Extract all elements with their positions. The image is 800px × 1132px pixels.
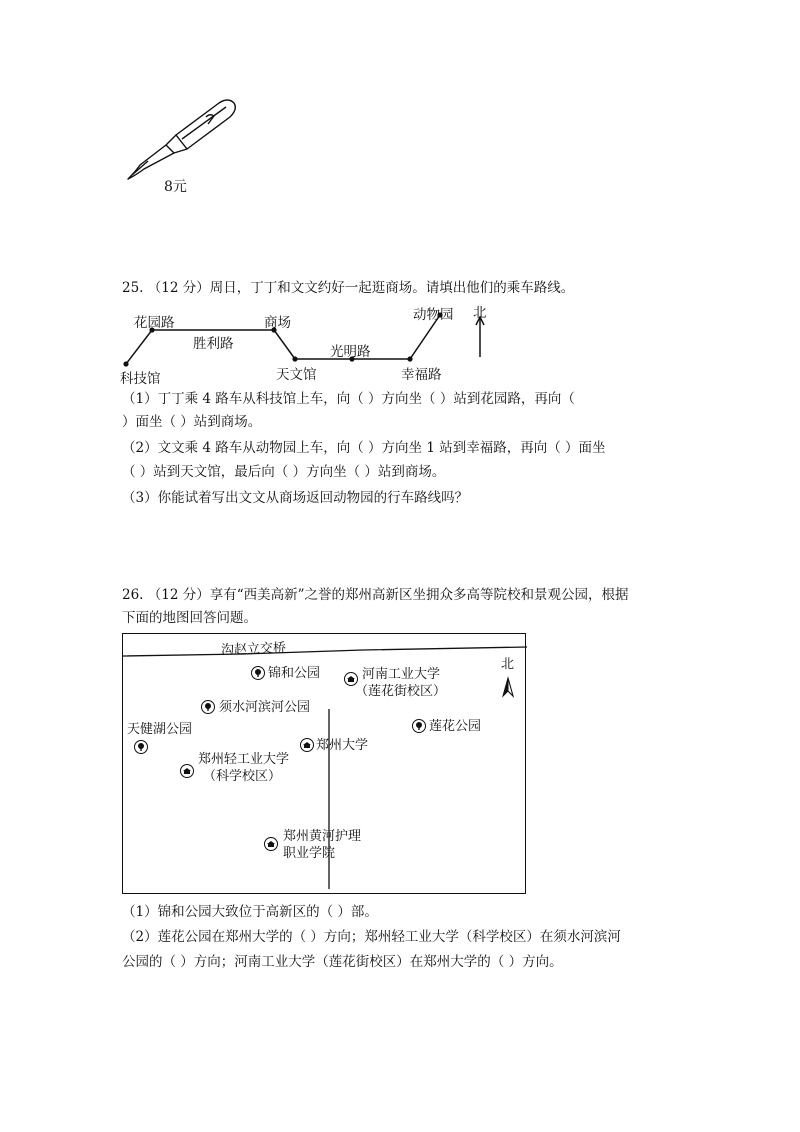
park-icon — [412, 719, 426, 733]
q26-line-1: （1）锦和公园大致位于高新区的（ ）部。 — [122, 904, 378, 920]
fountain-pen-icon — [118, 95, 243, 185]
university-icon — [264, 837, 278, 851]
q25-line-2: ）面坐（ ）站到商场。 — [122, 414, 262, 430]
park-icon — [251, 666, 265, 680]
q26-header-2: 下面的地图回答问题。 — [122, 610, 257, 626]
map-north-label: 北 — [501, 657, 515, 672]
pen-illustration — [118, 95, 243, 185]
place-henan-1: 河南工业大学 — [362, 667, 441, 682]
place-tianjian: 天健湖公园 — [127, 722, 193, 737]
university-icon — [180, 764, 194, 778]
place-xushui: 须水河滨河公园 — [219, 700, 311, 715]
q25-header: 25. （12 分）周日，丁丁和文文约好一起逛商场。请填出他们的乘车路线。 — [122, 280, 575, 296]
place-qinggong-2: （科学校区） — [203, 769, 282, 784]
q26-line-2: （2）莲花公园在郑州大学的（ ）方向；郑州轻工业大学（科学校区）在须水河滨河 — [122, 929, 621, 945]
q25-line-5: （3）你能试着写出文文从商场返回动物园的行车路线吗？ — [122, 490, 469, 506]
place-jinhe: 锦和公园 — [268, 666, 321, 681]
stop-guangming: 光明路 — [330, 344, 371, 360]
place-huanghe-1: 郑州黄河护理 — [283, 829, 362, 844]
bridge-label: 沟赵立交桥 — [220, 640, 287, 659]
park-icon — [201, 700, 215, 714]
place-lianhua: 莲花公园 — [429, 719, 482, 734]
stop-shangchang: 商场 — [264, 315, 291, 331]
stop-kejiguan: 科技馆 — [120, 371, 161, 387]
q26-map — [122, 633, 526, 894]
stop-shengli: 胜利路 — [193, 336, 234, 352]
stop-xingfu: 幸福路 — [401, 367, 442, 383]
stop-tianwenguan: 天文馆 — [276, 367, 317, 383]
place-zzu: 郑州大学 — [316, 738, 369, 753]
park-icon — [134, 740, 148, 754]
university-icon — [300, 738, 314, 752]
north-label: 北 — [473, 305, 487, 321]
place-henan-2: （莲花街校区） — [355, 684, 447, 699]
q26-header-1: 26. （12 分）享有“西美高新”之誉的郑州高新区坐拥众多高等院校和景观公园，根据 — [122, 587, 629, 603]
q25-line-4: （ ）站到天文馆，最后向（ ）方向坐（ ）站到商场。 — [122, 464, 446, 480]
place-huanghe-2: 职业学院 — [283, 846, 336, 861]
stop-dongwuyuan: 动物园 — [413, 307, 454, 323]
q25-route-diagram — [100, 295, 520, 395]
stop-huayuan: 花园路 — [134, 315, 175, 331]
q25-line-3: （2）文文乘 4 路车从动物园上车，向（ ）方向坐 1 站到幸福路，再向（ ）面坐 — [122, 440, 606, 456]
pen-price: 8元 — [164, 179, 187, 195]
place-qinggong-1: 郑州轻工业大学 — [198, 752, 290, 767]
q26-line-3: 公园的（ ）方向；河南工业大学（莲花街校区）在郑州大学的（ ）方向。 — [122, 954, 563, 970]
q25-line-1: （1）丁丁乘 4 路车从科技馆上车，向（ ）方向坐（ ）站到花园路，再向（ — [122, 391, 575, 407]
